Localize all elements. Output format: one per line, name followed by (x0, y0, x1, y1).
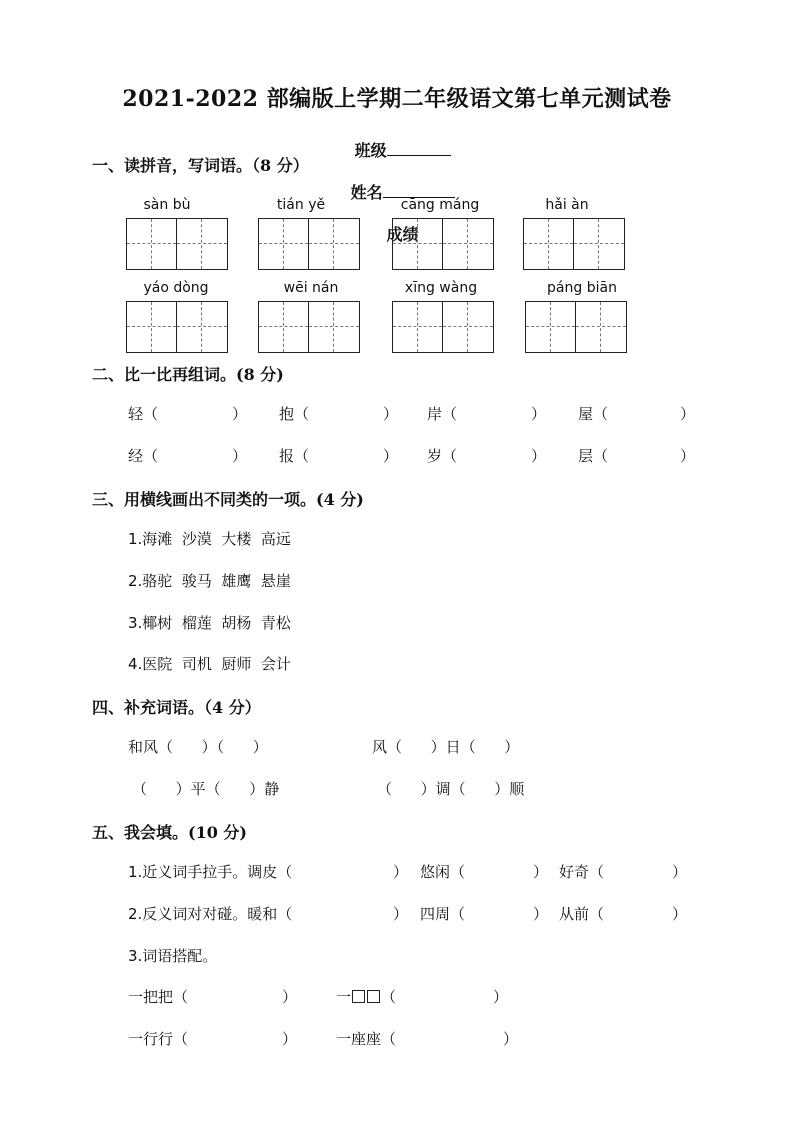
writing-grid-5[interactable] (126, 301, 228, 353)
fill-idiom: （ ）调（ ）顺 (377, 780, 525, 798)
compare-item-close: ） (232, 447, 248, 465)
compare-item: 经（ (128, 447, 159, 465)
score-label: 成绩 (386, 225, 419, 244)
name-blank[interactable] (383, 183, 455, 198)
fill-idiom: 风（ ）日（ ） (372, 738, 520, 756)
paren-close: ） (672, 905, 688, 923)
section-5-heading: 五、我会填。(10 分) (92, 823, 247, 842)
compare-item: 岁（ (427, 447, 458, 465)
odd-one-out-item: 4.医院 司机 厨师 会计 (128, 655, 291, 673)
pinyin-1: sàn bù (143, 197, 191, 213)
compare-item: 岸（ (427, 405, 458, 423)
compare-item-close: ） (531, 405, 547, 423)
compare-item-close: ） (680, 447, 696, 465)
blank-square-icon (367, 990, 380, 1003)
paren-close: ） (503, 1030, 519, 1048)
pinyin-2: tián yě (276, 197, 326, 213)
measure-word: 一座座（ (336, 1030, 397, 1048)
compare-item: 屋（ (578, 405, 609, 423)
paren-close: ） (282, 1030, 298, 1048)
writing-grid-4[interactable] (523, 218, 625, 270)
paren-close: ） (672, 863, 688, 881)
matching-prompt: 3.词语搭配。 (128, 947, 218, 965)
synonym-word: 好奇（ (559, 863, 605, 881)
pinyin-8: páng biān (547, 280, 617, 296)
pinyin-4: hǎi àn (545, 197, 589, 213)
writing-grid-2[interactable] (258, 218, 360, 270)
class-label: 班级 (354, 141, 387, 160)
pinyin-6: wēi nán (283, 280, 339, 296)
synonym-prompt: 1.近义词手拉手。调皮（ (128, 863, 293, 881)
page-title: 2021-2022 部编版上学期二年级语文第七单元测试卷 (122, 86, 672, 112)
paren-close: ） (282, 988, 298, 1006)
measure-word-squares: 一 （ (336, 988, 397, 1006)
synonym-word: 悠闲（ (420, 863, 466, 881)
paren-close: ） (393, 863, 409, 881)
compare-item-close: ） (232, 405, 248, 423)
antonym-word: 从前（ (559, 905, 605, 923)
compare-item-close: ） (531, 447, 547, 465)
pinyin-3: cāng máng (400, 197, 480, 213)
compare-item: 轻（ (128, 405, 159, 423)
writing-grid-1[interactable] (126, 218, 228, 270)
compare-item-close: ） (383, 405, 399, 423)
odd-one-out-item: 3.椰树 榴莲 胡杨 青松 (128, 614, 291, 632)
pinyin-5: yáo dòng (143, 280, 209, 296)
writing-grid-8[interactable] (525, 301, 627, 353)
writing-grid-6[interactable] (258, 301, 360, 353)
odd-one-out-item: 1.海滩 沙漠 大楼 高远 (128, 530, 291, 548)
compare-item-close: ） (383, 447, 399, 465)
section-3-heading: 三、用横线画出不同类的一项。(4 分) (92, 490, 364, 509)
name-label: 姓名 (350, 183, 383, 202)
section-1-heading: 一、读拼音，写词语。（8 分） (92, 156, 309, 175)
compare-item: 抱（ (279, 405, 310, 423)
fill-idiom: 和风（ ）（ ） (128, 738, 268, 756)
section-2-heading: 二、比一比再组词。(8 分) (92, 365, 284, 384)
paren-close: ） (393, 905, 409, 923)
writing-grid-7[interactable] (392, 301, 494, 353)
paren-close: ） (533, 863, 549, 881)
paren-close: ） (493, 988, 509, 1006)
class-blank[interactable] (387, 141, 451, 156)
odd-one-out-item: 2.骆驼 骏马 雄鹰 悬崖 (128, 572, 291, 590)
fill-idiom: （ ）平（ ）静 (132, 780, 280, 798)
measure-word: 一行行（ (128, 1030, 189, 1048)
section-4-heading: 四、补充词语。（4 分） (92, 698, 261, 717)
pinyin-7: xīng wàng (404, 280, 478, 296)
antonym-prompt: 2.反义词对对碰。暖和（ (128, 905, 293, 923)
compare-item: 报（ (279, 447, 310, 465)
measure-word: 一把把（ (128, 988, 189, 1006)
compare-item: 层（ (578, 447, 609, 465)
compare-item-close: ） (680, 405, 696, 423)
paren-close: ） (533, 905, 549, 923)
antonym-word: 四周（ (420, 905, 466, 923)
blank-square-icon (352, 990, 365, 1003)
writing-grid-3[interactable] (392, 218, 494, 270)
